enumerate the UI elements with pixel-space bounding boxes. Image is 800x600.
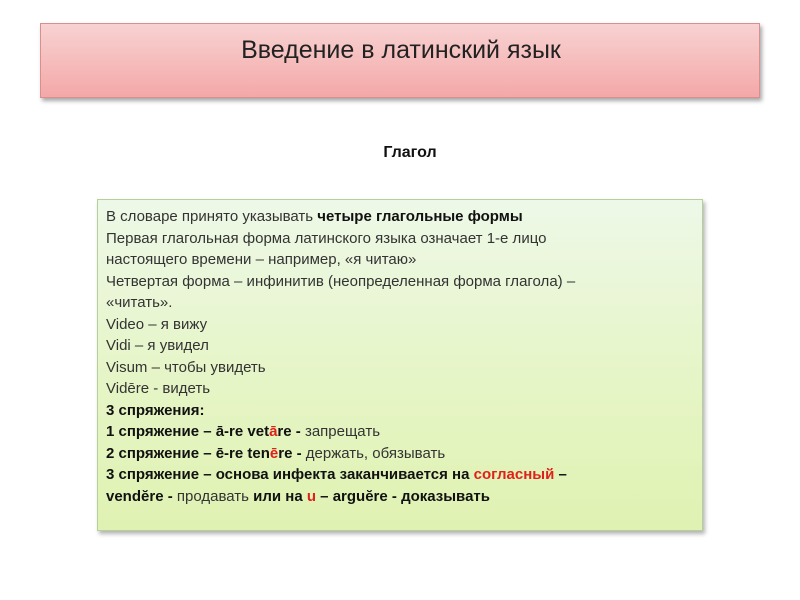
red-span: согласный — [473, 466, 555, 483]
content-line — [106, 421, 694, 443]
content-line: 3 спряжения: — [106, 401, 205, 419]
red-span: ā — [269, 423, 278, 440]
text-span: держать, обязывать — [305, 444, 446, 462]
bold-span: 1 спряжение – ā-re vet — [106, 423, 270, 440]
content-line: настоящего времени – например, «я читаю» — [106, 251, 417, 268]
red-span: u — [306, 487, 317, 505]
red-span: ē — [269, 444, 279, 462]
text-span: запрещать — [304, 423, 381, 440]
content-line — [106, 464, 694, 486]
content-line: Четвертая форма – инфинитив (неопределенная форма глагола) – — [106, 272, 576, 290]
title-banner — [40, 23, 760, 98]
content-line — [106, 486, 694, 508]
content-line: Vidēre - видеть — [106, 380, 211, 397]
bold-span: vendĕre - — [106, 487, 177, 505]
content-line: Первая глагольная форма латинского языка означает 1-е лицо — [106, 229, 547, 247]
bold-span: 2 спряжение – ē-re ten — [106, 444, 270, 462]
content-line: Visum – чтобы увидеть — [106, 358, 266, 376]
bold-span: – arguĕre - — [316, 487, 402, 505]
content-line — [106, 206, 694, 228]
bold-span: re - — [278, 444, 306, 462]
content-line: Vidi – я увидел — [106, 337, 209, 354]
bold-span: доказывать — [401, 487, 490, 505]
bold-span: или на — [253, 487, 307, 505]
content-line — [106, 443, 694, 465]
slide-title: Введение в латинский язык — [241, 36, 561, 64]
content-box — [97, 199, 703, 531]
bold-span: 3 спряжение – основа инфекта заканчивается на — [106, 466, 474, 483]
slide-subtitle: Глагол — [383, 144, 437, 161]
text-span: В словаре принято указывать — [106, 208, 318, 225]
content-line: Video – я вижу — [106, 315, 208, 333]
bold-span: re - — [277, 423, 305, 440]
content-line: «читать». — [106, 294, 173, 311]
bold-span: четыре глагольные формы — [317, 208, 523, 225]
bold-span: – — [554, 466, 567, 483]
text-span: продавать — [176, 487, 254, 505]
